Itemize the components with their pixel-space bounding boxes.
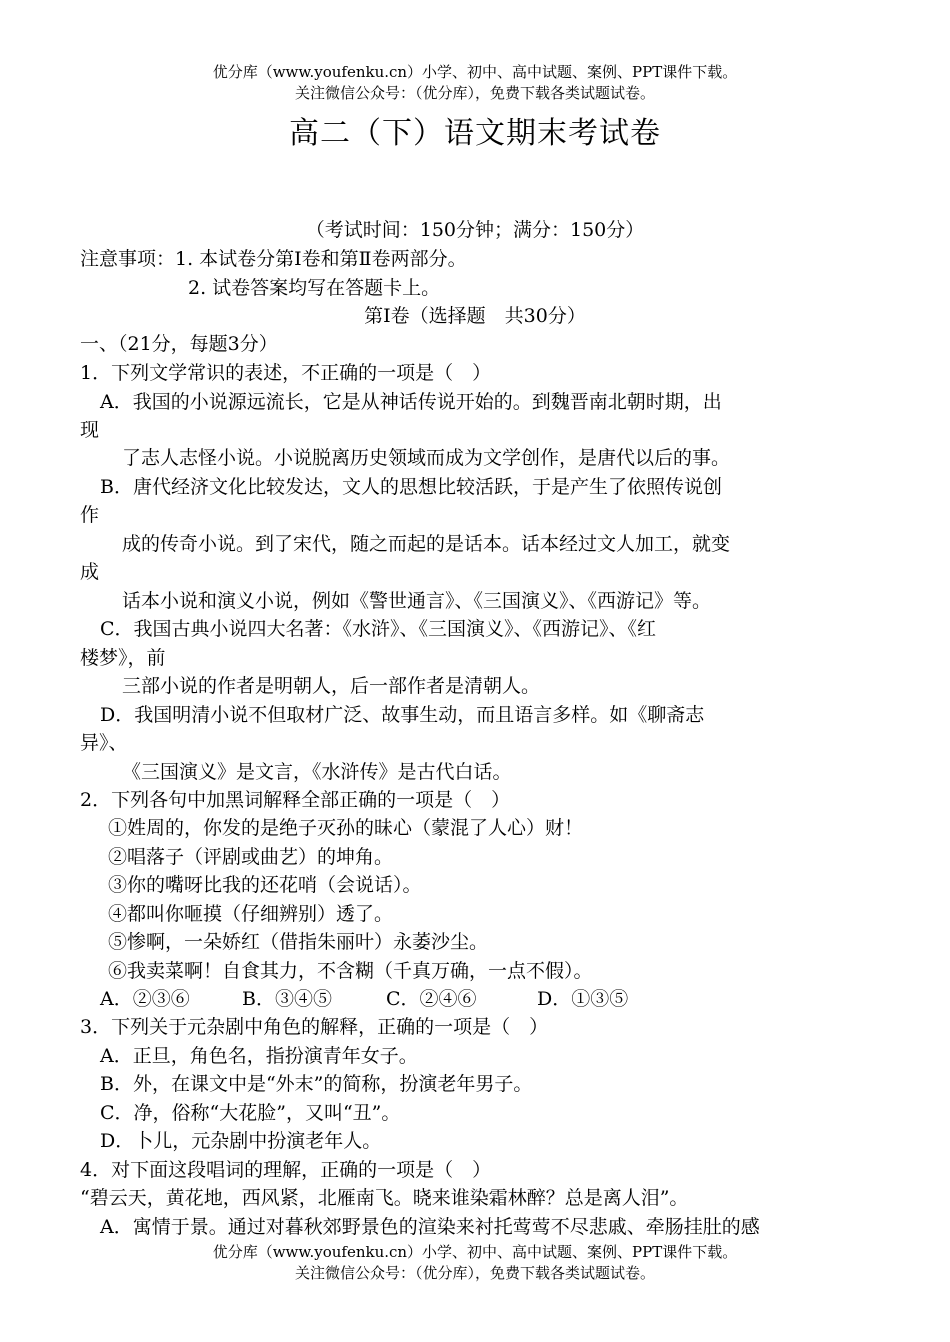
q2-item-3: ③你的嘴呀比我的还花哨（会说话）。: [108, 874, 422, 896]
q3-stem: 3．下列关于元杂剧中角色的解释，正确的一项是（ ）: [80, 1016, 549, 1038]
q2-item-5: ⑤惨啊，一朵娇红（借指朱丽叶）永萎沙尘。: [108, 931, 489, 953]
q3-option-c: C．净，俗称“大花脸”，又叫“丑”。: [100, 1102, 401, 1124]
q1-option-c-line-2: 楼梦》，前: [80, 647, 166, 669]
section-title: 第Ⅰ卷（选择题 共30分）: [364, 305, 586, 327]
q2-option-b: B．③④⑤: [242, 988, 332, 1010]
q2-option-c: C．②④⑥: [386, 988, 477, 1010]
q2-item-2: ②唱落子（评剧或曲艺）的坤角。: [108, 846, 394, 868]
q2-item-4: ④都叫你咂摸（仔细辨别）透了。: [108, 903, 394, 925]
q2-item-1: ①姓周的，你发的是绝子灭孙的昧心（蒙混了人心）财！: [108, 817, 584, 839]
q1-option-b-line-5: 话本小说和演义小说，例如《警世通言》、《三国演义》、《西游记》等。: [122, 590, 712, 612]
q2-item-6: ⑥我卖菜啊！自食其力，不含糊（千真万确，一点不假）。: [108, 960, 593, 982]
q1-option-b-line-1: B．唐代经济文化比较发达，文人的思想比较活跃，于是产生了依照传说创: [100, 476, 722, 498]
q3-option-b: B．外，在课文中是“外末”的简称，扮演老年男子。: [100, 1073, 533, 1095]
q1-option-c-line-1: C．我国古典小说四大名著：《水浒》、《三国演义》、《西游记》、《红: [100, 618, 657, 640]
q4-stem: 4．对下面这段唱词的理解，正确的一项是（ ）: [80, 1159, 492, 1181]
q1-option-a-line-3: 了志人志怪小说。小说脱离历史领域而成为文学创作，是唐代以后的事。: [122, 447, 731, 469]
q1-option-c-line-3: 三部小说的作者是明朝人，后一部作者是清朝人。: [122, 675, 541, 697]
footer-line-2: 关注微信公众号：（优分库），免费下载各类试题试卷。: [294, 1264, 655, 1282]
q2-stem: 2．下列各句中加黑词解释全部正确的一项是（ ）: [80, 789, 511, 811]
notes-line-2: 2. 试卷答案均写在答题卡上。: [188, 277, 441, 299]
q1-option-b-line-4: 成: [80, 561, 100, 583]
q1-option-b-line-2: 作: [80, 504, 100, 526]
page-header: [0, 62, 950, 104]
page-footer: [0, 1242, 950, 1284]
notes-line-1: 注意事项：1. 本试卷分第Ⅰ卷和第Ⅱ卷两部分。: [80, 248, 467, 270]
q2-option-d: D．①③⑤: [537, 988, 629, 1010]
q2-option-a: A．②③⑥: [100, 988, 190, 1010]
exam-info: （考试时间：150分钟；满分：150分）: [305, 219, 645, 241]
header-line-1: 优分库（www.youfenku.cn）小学、初中、高中试题、案例、PPT课件下载。: [212, 63, 738, 81]
q1-stem: 1．下列文学常识的表述，不正确的一项是（ ）: [80, 362, 492, 384]
part-one-heading: 一、（21分，每题3分）: [80, 333, 278, 355]
q3-option-d: D．卜儿，元杂剧中扮演老年人。: [100, 1130, 382, 1152]
q4-quote: “碧云天，黄花地，西风紧，北雁南飞。晓来谁染霜林醉？总是离人泪”。: [80, 1187, 689, 1209]
q1-option-a-line-2: 现: [80, 419, 100, 441]
q1-option-d-line-1: D．我国明清小说不但取材广泛、故事生动，而且语言多样。如《聊斋志: [100, 704, 705, 726]
footer-line-1: 优分库（www.youfenku.cn）小学、初中、高中试题、案例、PPT课件下载。: [212, 1243, 738, 1261]
q4-option-a-line-1: A．寓情于景。通过对暮秋郊野景色的渲染来衬托莺莺不尽悲戚、牵肠挂肚的感: [100, 1216, 760, 1238]
q3-option-a: A．正旦，角色名，指扮演青年女子。: [100, 1045, 418, 1067]
exam-title: 高二（下）语文期末考试卷: [289, 116, 661, 151]
header-line-2: 关注微信公众号：（优分库），免费下载各类试题试卷。: [294, 84, 655, 102]
q1-option-b-line-3: 成的传奇小说。到了宋代，随之而起的是话本。话本经过文人加工，就变: [122, 533, 731, 555]
q1-option-a-line-1: A．我国的小说源远流长，它是从神话传说开始的。到魏晋南北朝时期，出: [100, 391, 722, 413]
q1-option-d-line-3: 《三国演义》是文言，《水浒传》是古代白话。: [122, 761, 512, 783]
q1-option-d-line-2: 异》、: [80, 732, 128, 754]
